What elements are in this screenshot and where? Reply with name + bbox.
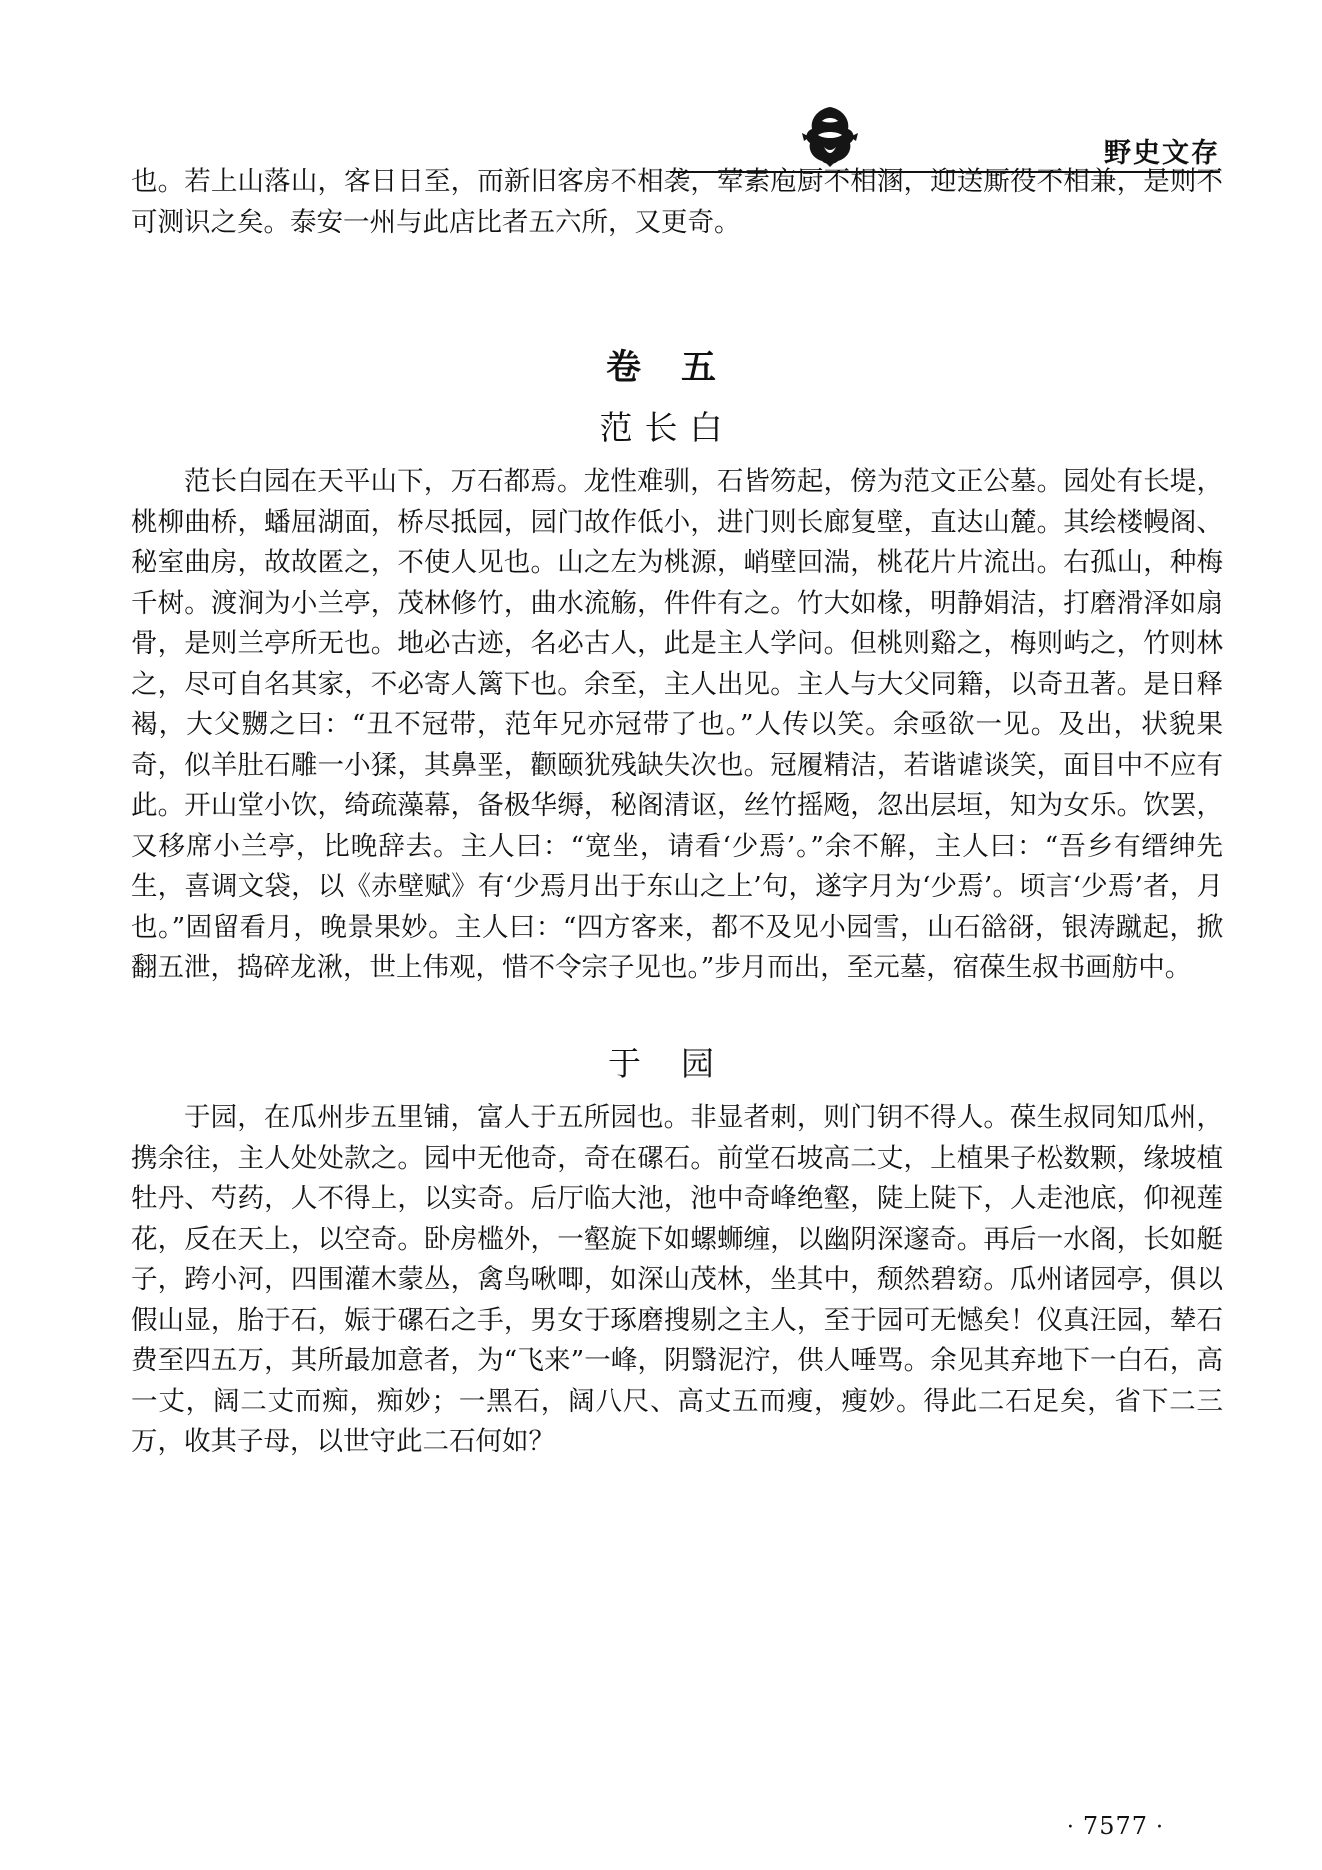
continuation-paragraph: 也。若上山落山，客日日至，而新旧客房不相袭，荤素庖厨不相溷，迎送厮役不相兼，是则不可测识之矣。泰安一州与此店比者五六所，又更奇。 <box>131 166 1223 238</box>
page-number-dot-left: · <box>1066 1815 1075 1840</box>
continuation-text-block <box>131 162 1223 243</box>
page-number-dot-right: · <box>1156 1815 1164 1840</box>
body-paragraph: 于园，在瓜州步五里铺，富人于五所园也。非显者刺，则门钥不得人。葆生叔同知瓜州，携余往，主人处处款之。园中无他奇，奇在磥石。前堂石坡高二丈，上植果子松数颗，缘坡植牡丹、芍药，人不得上，以实奇。后厅临大池，池中奇峰绝壑，陡上陡下，人走池底，仰视莲花，反在天上，以空奇。卧房槛外，一壑旋下如螺蛳缠，以幽阴深邃奇。再后一水阁，长如艇子，跨小河，四围灌木蒙丛，禽鸟啾唧，如深山茂林，坐其中，颓然碧窈。瓜州诸园亭，俱以假山显，胎于石，娠于磥石之手，男女于琢磨搜剔之主人，至于园可无憾矣！仪真汪园，辇石费至四五万，其所最加意者，为“飞来”一峰，阴翳泥泞，供人唾骂。余见其弃地下一白石，高一丈，阔二丈而痴，痴妙；一黑石，阔八尺、高丈五而瘦，瘦妙。得此二石足矣，省下二三万，收其子母，以世守此二石何如？ <box>131 1102 1223 1457</box>
section-body-fan-changbai <box>131 462 1223 989</box>
dragon-logo-icon <box>800 103 860 167</box>
page-number-value: 7577 <box>1082 1812 1148 1840</box>
body-paragraph: 范长白园在天平山下，万石都焉。龙性难驯，石皆笏起，傍为范文正公墓。园处有长堤，桃柳曲桥，蟠屈湖面，桥尽抵园，园门故作低小，进门则长廊复壁，直达山麓。其绘楼幔阁、秘室曲房，故故匿之，不使人见也。山之左为桃源，峭壁回湍，桃花片片流出。右孤山，种梅千树。渡涧为小兰亭，茂林修竹，曲水流觞，件件有之。竹大如椽，明静娟洁，打磨滑泽如扇骨，是则兰亭所无也。地必古迹，名必古人，此是主人学问。但桃则谿之，梅则屿之，竹则林之，尽可自名其家，不必寄人篱下也。余至，主人出见。主人与大父同籍，以奇丑著。是日释褐，大父嬲之曰：“丑不冠带，范年兄亦冠带了也。”人传以笑。余亟欲一见。及出，状貌果奇，似羊肚石雕一小猱，其鼻垩，颧颐犹残缺失次也。冠履精洁，若谐谑谈笑，面目中不应有此。开山堂小饮，绮疏藻幕，备极华缛，秘阁清讴，丝竹摇飏，忽出层垣，知为女乐。饮罢，又移席小兰亭，比晚辞去。主人曰：“宽坐，请看‘少焉’。”余不解，主人曰：“吾乡有缙绅先生，喜调文袋，以《赤壁赋》有‘少焉月出于东山之上’句，遂字月为‘少焉’。顷言‘少焉’者，月也。”固留看月，晚景果妙。主人曰：“四方客来，都不及见小园雪，山石谽谺，银涛蹴起，掀翻五泄，捣碎龙湫，世上伟观，惜不令宗子见也。”步月而出，至元墓，宿葆生叔书画舫中。 <box>131 466 1223 983</box>
volume-title: 卷五 <box>605 348 756 388</box>
section-title-yu-yuan: 于园 <box>608 1044 754 1083</box>
header-title: 野史文存 <box>1104 138 1220 169</box>
section-title-fan-changbai: 范长白 <box>599 408 735 447</box>
page-number <box>1059 1812 1172 1840</box>
section-body-yu-yuan <box>131 1098 1223 1463</box>
